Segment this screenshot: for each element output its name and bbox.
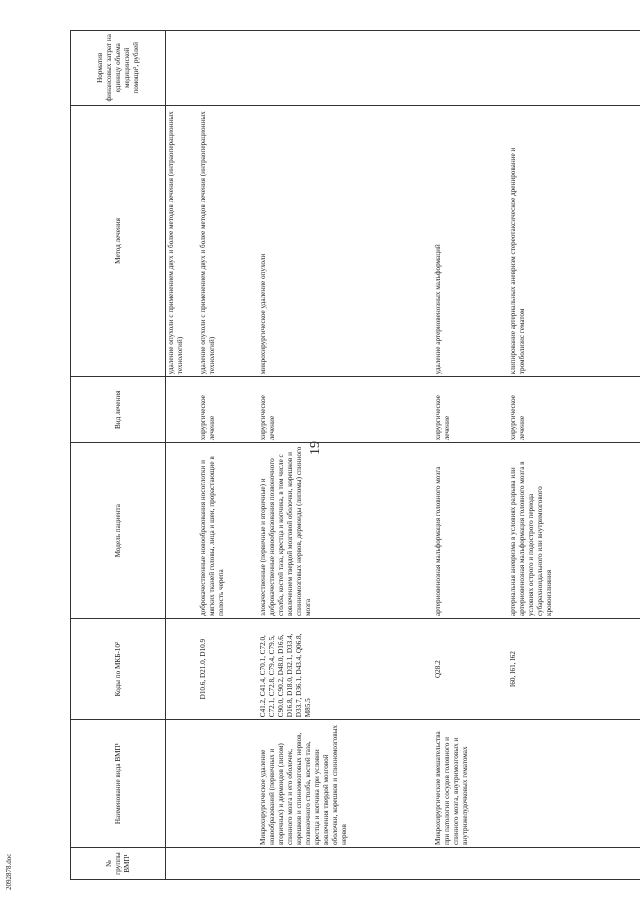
table-row xyxy=(433,31,508,880)
header-row xyxy=(71,31,166,880)
cell-vid: хирургическое лечение xyxy=(258,377,433,443)
cell-vid: хирургическое лечение xyxy=(508,377,640,443)
header-norm: Норматив финансовых затрат на единицу объема медицинской помощи³, рублей xyxy=(71,31,166,106)
cell-vid: хирургическое лечение xyxy=(433,377,508,443)
header-vid: Вид лечения xyxy=(71,377,166,443)
cell-num xyxy=(433,848,508,880)
cell-method: клипирование артериальных аневризм стереотаксическое дренирование и тромболизис гематом xyxy=(508,105,640,377)
cell-num xyxy=(508,848,640,880)
table-row xyxy=(198,31,258,880)
cell-num xyxy=(258,848,433,880)
cell-model xyxy=(166,443,198,619)
cell-codes xyxy=(166,619,198,720)
cell-name xyxy=(166,720,198,848)
cell-norm xyxy=(508,31,640,106)
cell-codes: D10.6, D21.0, D10.9 xyxy=(198,619,258,720)
cell-norm xyxy=(258,31,433,106)
header-codes: Коды по МКБ-10² xyxy=(71,619,166,720)
cell-norm xyxy=(198,31,258,106)
rotated-table-wrapper xyxy=(70,30,640,880)
cell-num xyxy=(166,848,198,880)
cell-name: Микрохирургическое удаление новообразований (первичных и вторичных) и дермоидов (липом) спинного мозга и его оболочек, корешков и спинномозговых нервов, позвоночного столба, костей таза, крестца и копчика при условии вовлечения твердой мозговой оболочки, корешков и спинномозговых нервов xyxy=(258,720,433,848)
cell-method: микрохирургическое удаление опухоли xyxy=(258,105,433,377)
vmp-table xyxy=(70,30,640,880)
cell-model: злокачественные (первичные и вторичные) и доброкачественные новообразования позвоночного столба, костей таза, крестца и копчика, в том числе с вовлечением твердой мозговой оболочки, корешков и спинномозговых нервов, дермоиды (липомы) спинного мозга xyxy=(258,443,433,619)
cell-vid: хирургическое лечение xyxy=(198,377,258,443)
cell-num xyxy=(198,848,258,880)
cell-vid xyxy=(166,377,198,443)
header-method: Метод лечения xyxy=(71,105,166,377)
cell-method: удаление опухоли с применением двух и более методов лечения (интраоперационных технологий) xyxy=(166,105,198,377)
cell-model: артериовенозная мальформация головного мозга xyxy=(433,443,508,619)
cell-name xyxy=(508,720,640,848)
cell-method: удаление артериовенозных мальформаций xyxy=(433,105,508,377)
table-row xyxy=(508,31,640,880)
cell-model: артериальная аневризма в условиях разрыва или артериовенозная мальформация головного мозга в условиях острого и подострого периода субарахноидального или внутримозгового кровоизлияния xyxy=(508,443,640,619)
header-num: № группы ВМП¹ xyxy=(71,848,166,880)
table-row xyxy=(166,31,198,880)
cell-codes: I60, I61, I62 xyxy=(508,619,640,720)
footer-doc-name: 2092878.doc xyxy=(5,853,13,890)
cell-norm xyxy=(166,31,198,106)
cell-norm xyxy=(433,31,508,106)
header-name: Наименование вида ВМП¹ xyxy=(71,720,166,848)
cell-method: удаление опухоли с применением двух и более методов лечения (интраоперационных технологий) xyxy=(198,105,258,377)
cell-codes: Q28.2 xyxy=(433,619,508,720)
table-row xyxy=(258,31,433,880)
cell-codes: C41.2, C41.4, C70.1, C72.0, C72.1, C72.8, C79.4, C79.5, C90.0, C90.2, D48.0, D16.6, D16.8, D18.0, D32.1, D33.4, D33.7, D36.1, D43.4, Q06.8, M85.5 xyxy=(258,619,433,720)
cell-name: Микрохирургические вмешательства при патологии сосудов головного и спинного мозга, внутримозговых и внутрижелудочковых гематомах xyxy=(433,720,508,848)
cell-model: доброкачественные новообразования носоглотки и мягких тканей головы, лица и шеи, прорастающие в полость черепа xyxy=(198,443,258,619)
header-model: Модель пациента xyxy=(71,443,166,619)
page-number: 19 xyxy=(308,441,323,455)
cell-name xyxy=(198,720,258,848)
